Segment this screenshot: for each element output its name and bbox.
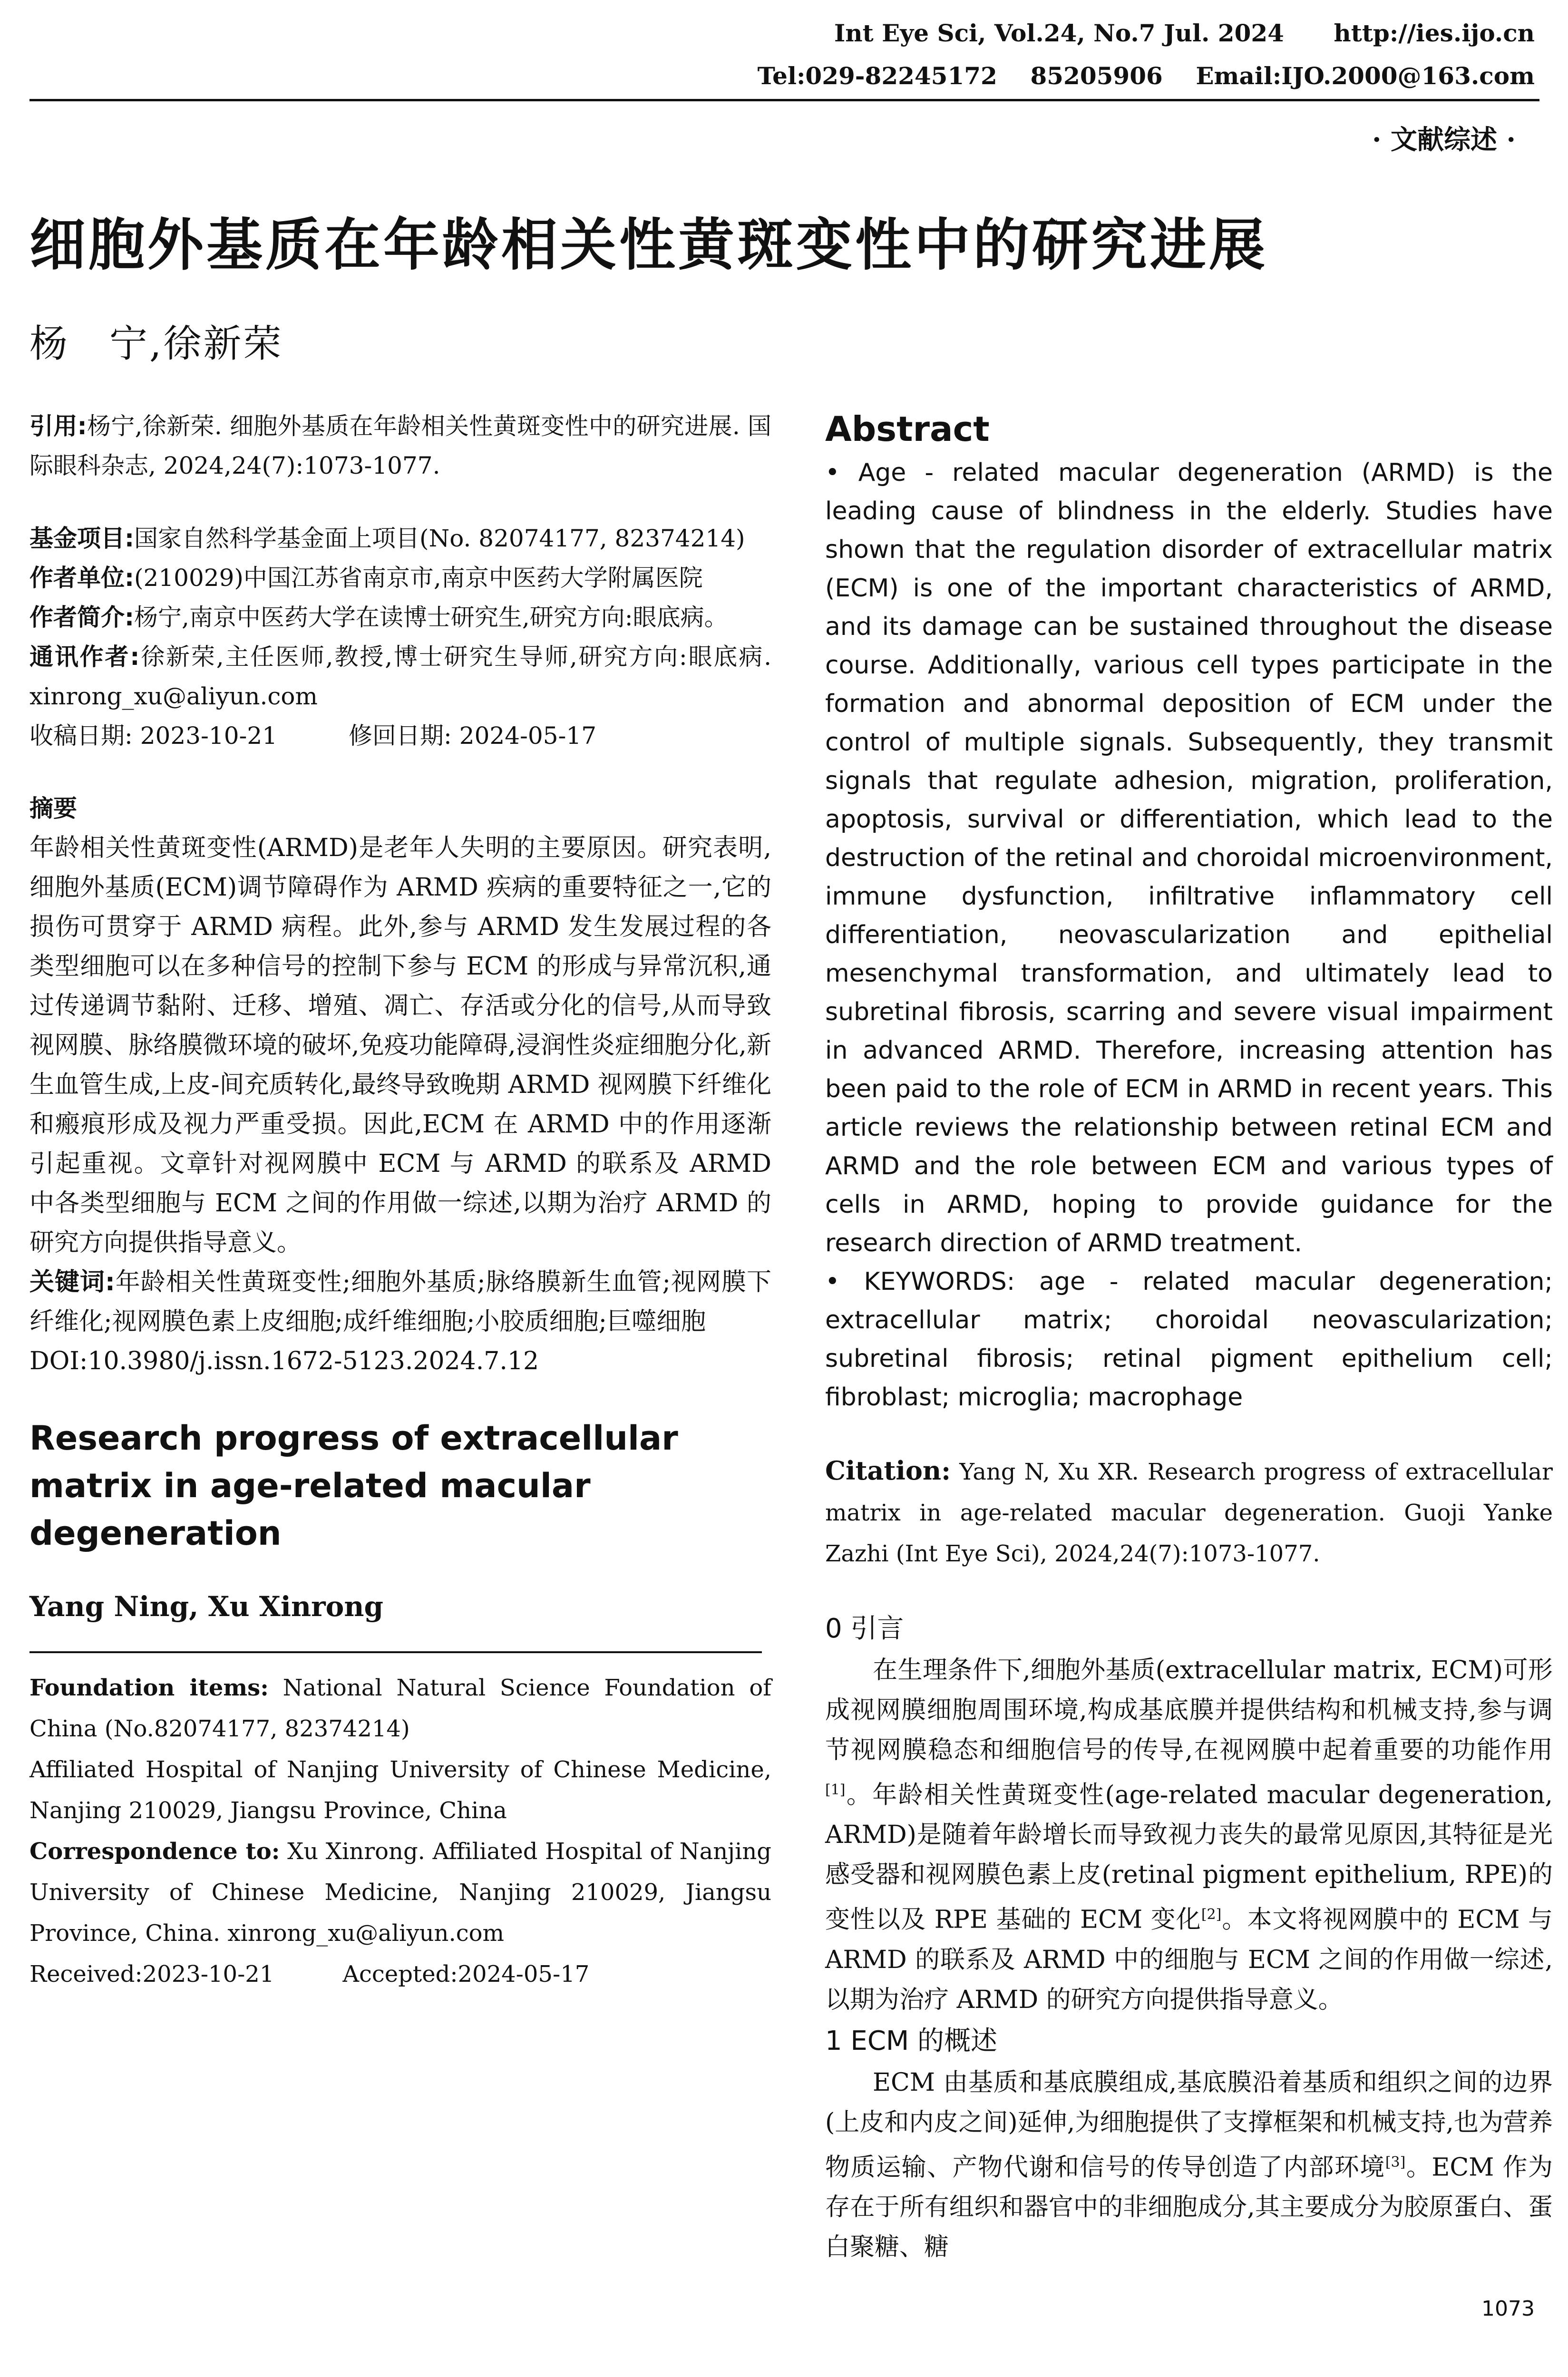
intro-text-3: 。本文将视网膜中的 ECM 与 ARMD 的联系及 ARMD 中的细胞与 ECM 之间的作用做一综述,以期为治疗 ARMD 的研究方向提供指导意义。 bbox=[825, 1905, 1553, 2014]
section-1-heading: 1 ECM 的概述 bbox=[825, 2025, 998, 2056]
section-tag: · 文献综述 · bbox=[1372, 124, 1516, 156]
intro-text-2: 。年龄相关性黄斑变性(age-related macular degeneration, ARMD)是随着年龄增长而导致视力丧失的最常见原因,其特征是光感受器和视网膜色素上皮(retinal pigment epithelium, RPE)的变性以及 RPE 基础的 ECM 变化 bbox=[825, 1781, 1553, 1934]
article-title-en: Research progress of extracellular matrix in age-related macular degeneration bbox=[29, 1419, 678, 1553]
section-0-heading: 0 引言 bbox=[825, 1613, 904, 1644]
page-number: 1073 bbox=[1481, 2297, 1535, 2321]
correspondence-en-text: Xu Xinrong. Affiliated Hospital of Nanjing University of Chinese Medicine, Nanjing 210029, Jiangsu Province, China. xinrong_xu@aliyun.com bbox=[29, 1838, 772, 1947]
fund-en-text: National Natural Science Foundation of China (No.82074177, 82374214) bbox=[29, 1675, 771, 1742]
keywords-cn-label: 关键词: bbox=[29, 1268, 115, 1296]
fund-en bbox=[29, 1667, 771, 1749]
abstract-text-cn: 年龄相关性黄斑变性(ARMD)是老年人失明的主要原因。研究表明,细胞外基质(ECM)调节障碍作为 ARMD 疾病的重要特征之一,它的损伤可贯穿于 ARMD 病程。此外,参与 ARMD 发生发展过程的各类型细胞可以在多种信号的控制下参与 ECM 的形成与异常沉积,通过传递调节黏附、迁移、增殖、凋亡、存活或分化的信号,从而导致视网膜、脉络膜微环境的破坏,免疫功能障碍,浸润性炎症细胞分化,新生血管生成,上皮-间充质转化,最终导致晚期 ARMD 视网膜下纤维化和瘢痕形成及视力严重受损。因此,ECM 在 ARMD 中的作用逐渐引起重视。文章针对视网膜中 ECM 与 ARMD 的联系及 ARMD 中各类型细胞与 ECM 之间的作用做一综述,以期为治疗 ARMD 的研究方向提供指导意义。 bbox=[29, 834, 771, 1257]
authors-cn: 杨 宁,徐新荣 bbox=[29, 321, 283, 366]
author-bio-cn-text: 杨宁,南京中医药大学在读博士研究生,研究方向:眼底病。 bbox=[134, 604, 728, 631]
author-bio-cn bbox=[29, 598, 771, 637]
affiliation-cn bbox=[29, 558, 771, 598]
affiliation-cn-text: (210029)中国江苏省南京市,南京中医药大学附属医院 bbox=[134, 564, 703, 592]
affiliation-cn-label: 作者单位: bbox=[29, 564, 134, 592]
abstract-heading-en: Abstract bbox=[825, 409, 990, 449]
received-dates-en: Received:2023-10-21 Accepted:2024-05-17 bbox=[29, 1961, 590, 1987]
intro-text-1: 在生理条件下,细胞外基质(extracellular matrix, ECM)可形成视网膜细胞周围环境,构成基底膜并提供结构和机械支持,参与调节视网膜稳态和细胞信号的传导,在视网膜中起着重要的功能作用 bbox=[825, 1656, 1553, 1764]
correspondence-cn bbox=[29, 637, 771, 716]
journal-contact-info: Tel:029-82245172 85205906 Email:IJO.2000@163.com bbox=[757, 62, 1535, 90]
citation-cn bbox=[29, 407, 771, 486]
affiliation-en: Affiliated Hospital of Nanjing University of Chinese Medicine, Nanjing 210029, Jiangsu Province, China bbox=[29, 1756, 771, 1824]
received-dates-cn: 收稿日期: 2023-10-21 修回日期: 2024-05-17 bbox=[29, 722, 597, 750]
abstract-heading-cn: 摘要 bbox=[29, 795, 77, 822]
correspondence-cn-label: 通讯作者: bbox=[29, 643, 140, 671]
citation-en-text: Yang N, Xu XR. Research progress of extracellular matrix in age-related macular degeneration. Guoji Yanke Zazhi (Int Eye Sci), 2024,24(7):1073-1077. bbox=[825, 1459, 1553, 1567]
keywords-cn-text: 年龄相关性黄斑变性;细胞外基质;脉络膜新生血管;视网膜下纤维化;视网膜色素上皮细胞;成纤维细胞;小胶质细胞;巨噬细胞 bbox=[29, 1268, 772, 1336]
section-0-paragraph bbox=[825, 1650, 1553, 2020]
header-divider bbox=[29, 99, 1539, 101]
section-1-paragraph bbox=[825, 2063, 1553, 2267]
abstract-text-en: • Age - related macular degeneration (ARMD) is the leading cause of blindness in the elderly. Studies have shown that the regulation disorder of extracellular matrix (ECM) is one of the important characteristics of ARMD, and its damage can be sustained throughout the disease course. Additionally, various cell types participate in the formation and abnormal deposition of ECM under the control of multiple signals. Subsequently, they transmit signals that regulate adhesion, migration, proliferation, apoptosis, survival or differentiation, which lead to the destruction of the retinal and choroidal microenvironment, immune dysfunction, infiltrative inflammatory cell differentiation, neovascularization and epithelial mesenchymal transformation, and ultimately lead to subretinal fibrosis, scarring and severe visual impairment in advanced ARMD. Therefore, increasing attention has been paid to the role of ECM in ARMD in recent years. This article reviews the relationship between retinal ECM and ARMD and the role between ECM and various types of cells in ARMD, hoping to provide guidance for the research direction of ARMD treatment. bbox=[825, 458, 1553, 1257]
right-column bbox=[825, 409, 1553, 2267]
sec1-text-2: 。ECM 作为存在于所有组织和器官中的非细胞成分,其主要成分为胶原蛋白、蛋白聚糖、糖 bbox=[825, 2153, 1553, 2261]
correspondence-en bbox=[29, 1831, 771, 1954]
reference-2: [2] bbox=[1201, 1906, 1222, 1923]
fund-cn-label: 基金项目: bbox=[29, 525, 134, 552]
author-bio-cn-label: 作者简介: bbox=[29, 604, 134, 631]
citation-cn-label: 引用: bbox=[29, 412, 87, 440]
left-column bbox=[29, 407, 771, 1995]
article-title-cn: 细胞外基质在年龄相关性黄斑变性中的研究进展 bbox=[29, 212, 1268, 278]
fund-cn-text: 国家自然科学基金面上项目(No. 82074177, 82374214) bbox=[134, 525, 745, 552]
correspondence-en-label: Correspondence to: bbox=[29, 1838, 280, 1865]
sec1-text-1: ECM 由基质和基底膜组成,基底膜沿着基质和组织之间的边界(上皮和内皮之间)延伸,为细胞提供了支撑框架和机械支持,也为营养物质运输、产物代谢和信号的传导创造了内部环境 bbox=[825, 2068, 1553, 2182]
journal-header-info: Int Eye Sci, Vol.24, No.7 Jul. 2024 http://ies.ijo.cn bbox=[834, 19, 1535, 47]
citation-en bbox=[825, 1450, 1553, 1574]
keywords-en: • KEYWORDS: age - related macular degeneration; extracellular matrix; choroidal neovascularization; subretinal fibrosis; retinal pigment epithelium cell; fibroblast; microglia; macrophage bbox=[825, 1267, 1553, 1412]
reference-1: [1] bbox=[825, 1782, 846, 1798]
fund-en-label: Foundation items: bbox=[29, 1675, 269, 1701]
authors-en: Yang Ning, Xu Xinrong bbox=[29, 1590, 384, 1623]
citation-cn-text: 杨宁,徐新荣. 细胞外基质在年龄相关性黄斑变性中的研究进展. 国际眼科杂志, 2024,24(7):1073-1077. bbox=[29, 412, 771, 479]
citation-en-label: Citation: bbox=[825, 1455, 951, 1486]
fund-cn bbox=[29, 519, 771, 558]
doi: DOI:10.3980/j.issn.1672-5123.2024.7.12 bbox=[29, 1347, 539, 1375]
keywords-cn bbox=[29, 1263, 771, 1342]
correspondence-cn-text: 徐新荣,主任医师,教授,博士研究生导师,研究方向:眼底病. xinrong_xu@aliyun.com bbox=[29, 643, 772, 710]
reference-3: [3] bbox=[1385, 2153, 1406, 2171]
